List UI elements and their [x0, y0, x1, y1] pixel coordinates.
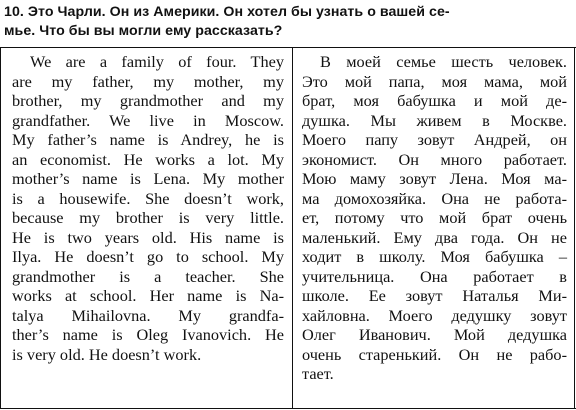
russian-line: Это мой папа, моя мама, мой: [302, 71, 567, 91]
russian-line: ет, потому что мой брат очень: [302, 208, 567, 227]
english-line: works at school. Her name is Na-: [12, 286, 284, 305]
russian-line: ма домохозяйка. Она не работа-: [302, 188, 567, 208]
english-line: My father’s name is Andrey, he is: [12, 130, 284, 149]
english-line: an economist. He works a lot. My: [12, 149, 284, 169]
english-line: grandmother is a teacher. She: [12, 266, 284, 286]
english-line: Ilya. He doesn’t go to school. My: [12, 247, 284, 266]
english-line: ther’s name is Oleg Ivanovich. He: [12, 325, 284, 344]
column-divider: [292, 48, 293, 408]
russian-line: душка. Мы живем в Москве.: [302, 110, 567, 130]
english-line: mother’s name is Lena. My mother: [12, 169, 284, 188]
english-text-column: [12, 52, 284, 364]
russian-line: очень старенький. Он не рабо-: [302, 344, 567, 364]
exercise-heading-line-2: мье. Что бы вы могли ему рассказать?: [4, 23, 283, 39]
russian-line: тает.: [302, 364, 334, 383]
english-line: grandfather. We live in Moscow.: [12, 110, 284, 130]
english-line: is very old. He doesn’t work.: [12, 344, 202, 364]
bilingual-text-table: [0, 47, 576, 409]
russian-line: ходит в школу. Моя бабушка –: [302, 247, 567, 266]
russian-line: Олег Иванович. Мой дедушка: [302, 325, 567, 344]
russian-line: экономист. Он много работает.: [302, 149, 567, 169]
russian-line: маленький. Ему два года. Он не: [302, 227, 567, 247]
russian-line: учительница. Она работает в: [302, 266, 567, 286]
exercise-heading: [4, 3, 572, 41]
russian-line: Моего папу зовут Андрей, он: [302, 130, 567, 149]
russian-line: Мою маму зовут Лена. Моя ма-: [302, 169, 567, 188]
english-line: brother, my grandmother and my: [12, 91, 284, 110]
table-right-border: [574, 48, 575, 408]
russian-text-column: [302, 52, 567, 384]
english-line: We are a family of four. They: [30, 52, 284, 71]
russian-line: школе. Ее зовут Наталья Ми-: [302, 286, 567, 305]
russian-line: брат, моя бабушка и мой де-: [302, 91, 567, 110]
english-line: talya Mihailovna. My grandfa-: [12, 305, 284, 325]
english-line: is a housewife. She doesn’t work,: [12, 188, 284, 208]
russian-line: хайловна. Моего дедушку зовут: [302, 305, 567, 325]
english-line: He is two years old. His name is: [12, 227, 284, 247]
table-left-border: [0, 48, 1, 408]
english-line: are my father, my mother, my: [12, 71, 284, 91]
english-line: because my brother is very little.: [12, 208, 284, 227]
exercise-heading-line-1: 10. Это Чарли. Он из Америки. Он хотел бы узнать о вашей се-: [4, 4, 450, 20]
russian-line: В моей семье шесть человек.: [320, 52, 567, 71]
